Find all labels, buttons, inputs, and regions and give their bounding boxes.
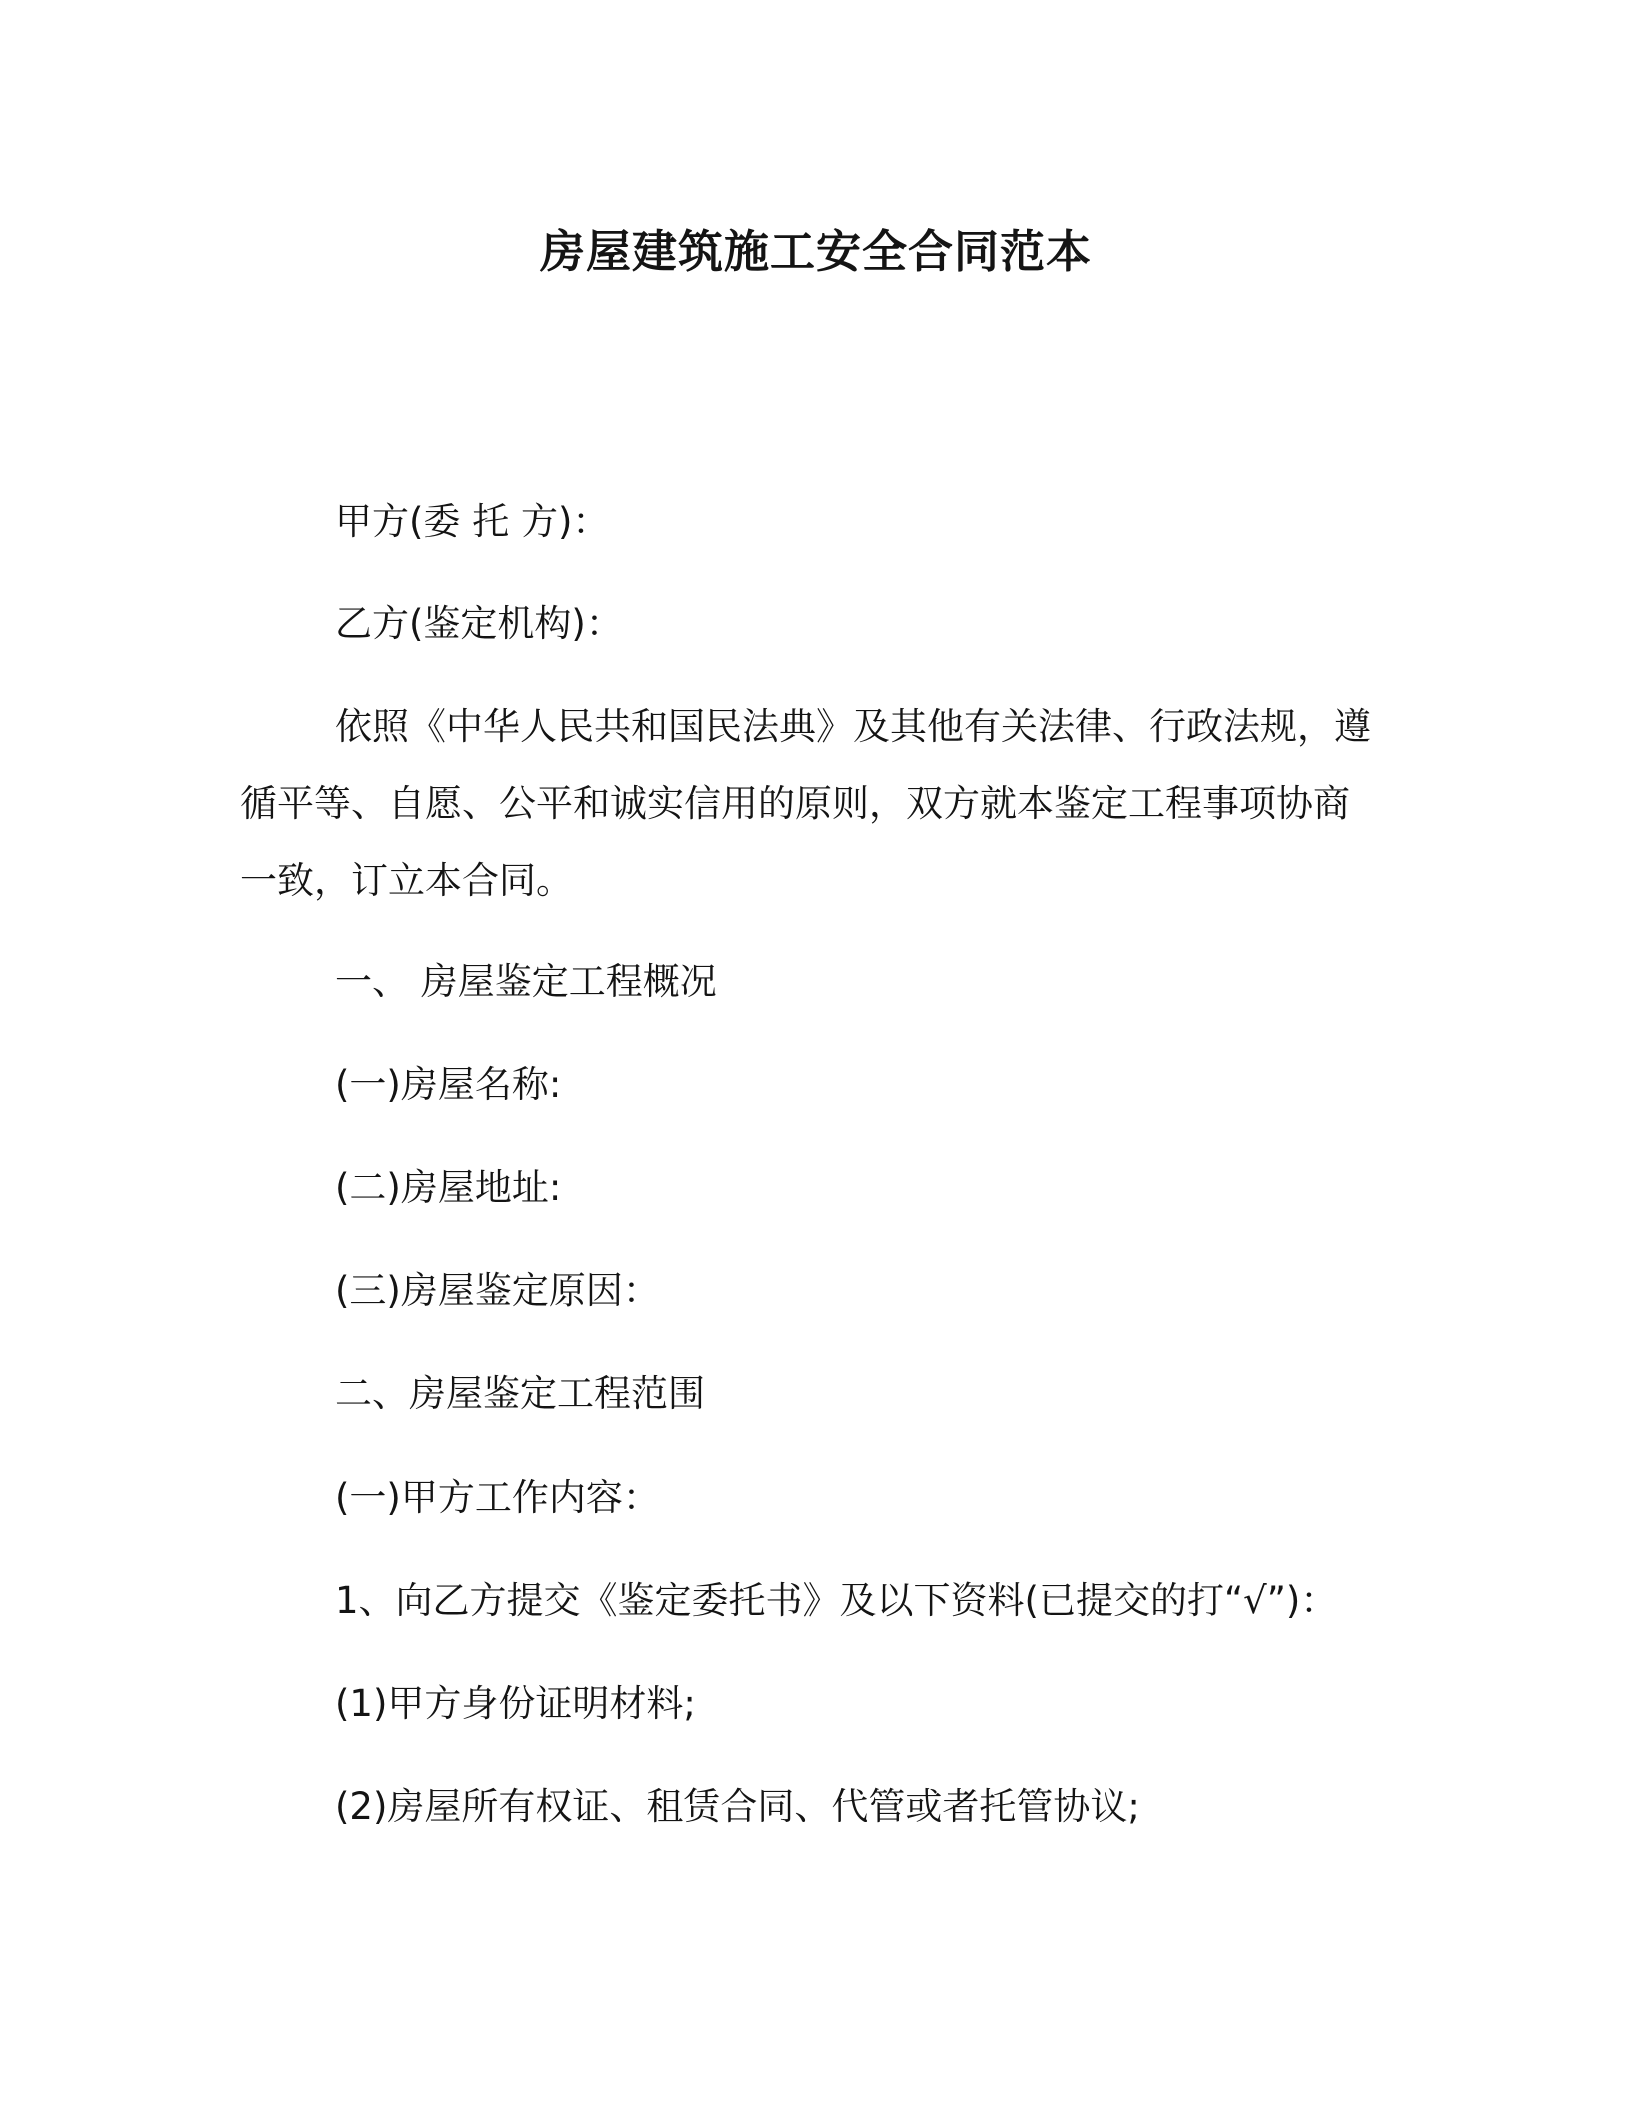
- party-b-label: 乙方(鉴定机构)：: [335, 602, 623, 645]
- section-1-item-house-address: (二)房屋地址:: [335, 1166, 562, 1209]
- preamble-line-3: 一致，订立本合同。: [240, 859, 573, 902]
- section-1-heading: 一、 房屋鉴定工程概况: [335, 960, 717, 1003]
- section-1-item-appraisal-reason: (三)房屋鉴定原因：: [335, 1269, 660, 1312]
- section-2-item-1: 1、向乙方提交《鉴定委托书》及以下资料(已提交的打“√”)：: [335, 1579, 1338, 1622]
- preamble-line-1: 依照《中华人民共和国民法典》及其他有关法律、行政法规，遵: [335, 705, 1371, 748]
- material-item-1: (1)甲方身份证明材料;: [335, 1682, 696, 1725]
- section-2-sub-heading: (一)甲方工作内容：: [335, 1476, 660, 1519]
- section-2-heading: 二、房屋鉴定工程范围: [335, 1372, 705, 1415]
- preamble-line-2: 循平等、自愿、公平和诚实信用的原则，双方就本鉴定工程事项协商: [240, 782, 1350, 825]
- party-a-label: 甲方(委 托 方)：: [335, 500, 610, 543]
- material-item-2: (2)房屋所有权证、租赁合同、代管或者托管协议;: [335, 1785, 1140, 1828]
- document-title: 房屋建筑施工安全合同范本: [539, 225, 1092, 278]
- section-1-item-house-name: (一)房屋名称:: [335, 1063, 562, 1106]
